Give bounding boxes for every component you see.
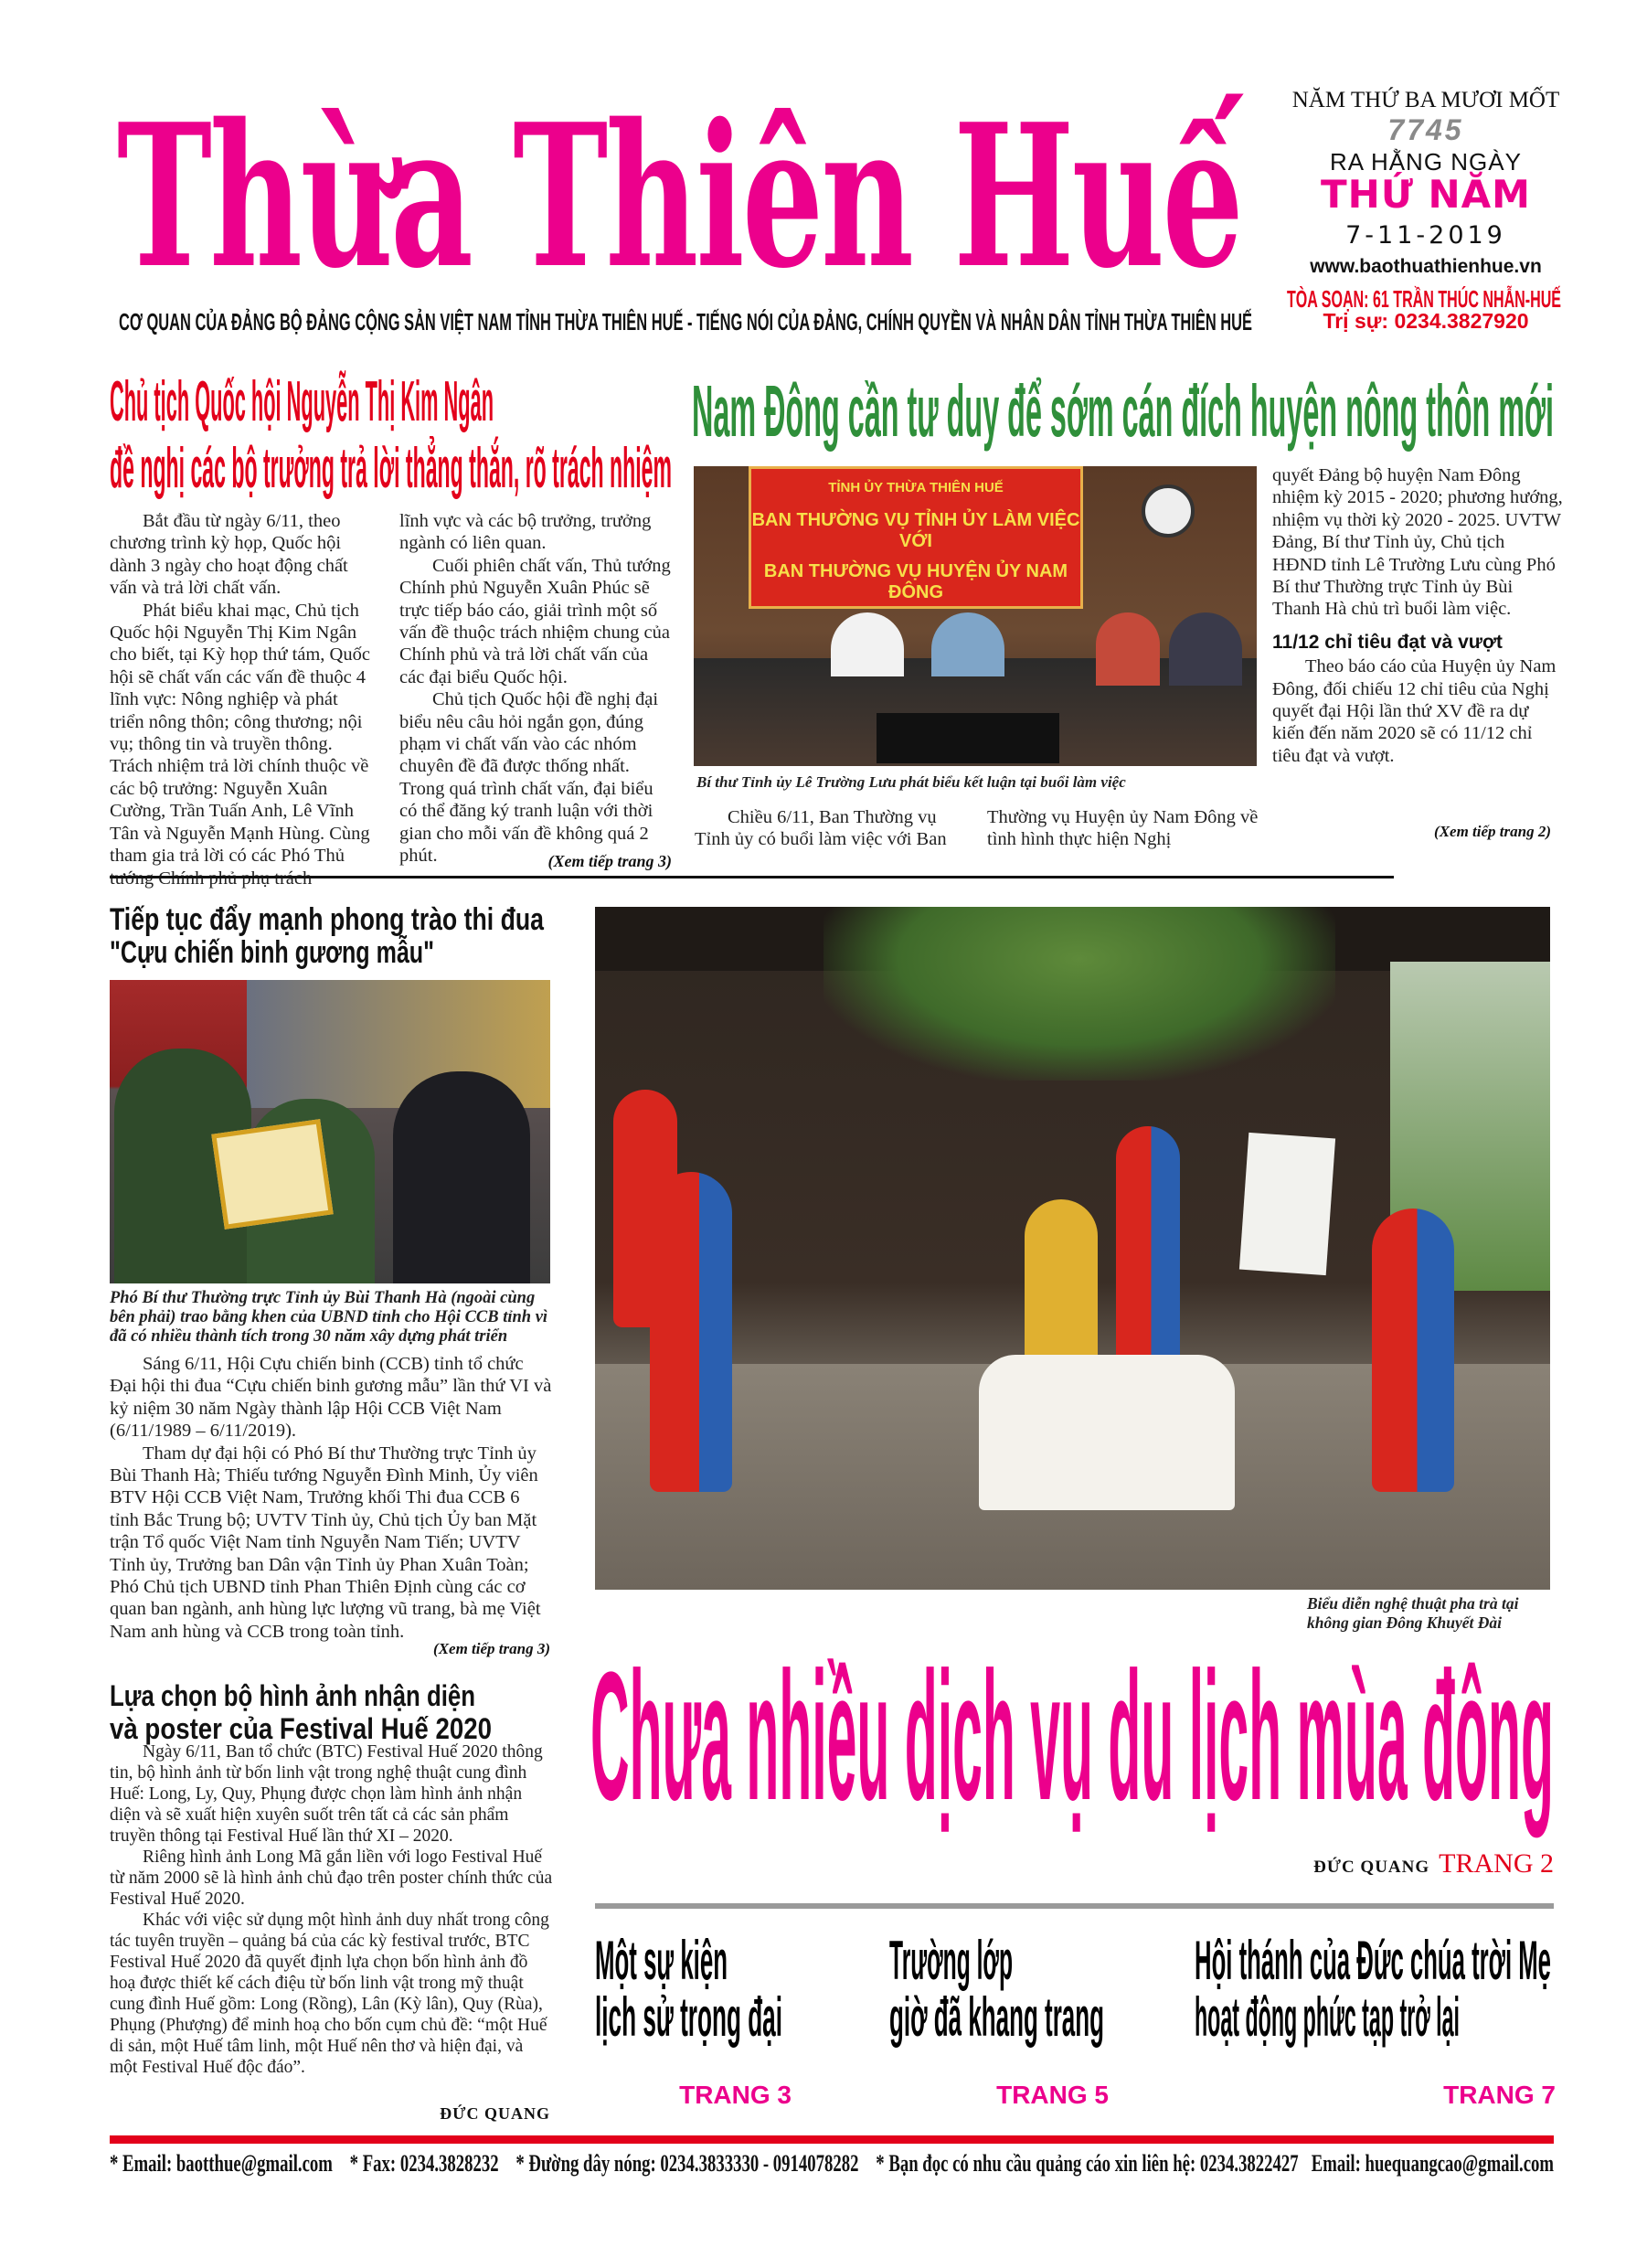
caption-line: Biểu diễn nghệ thuật pha trà tại [1307,1594,1519,1613]
performer [1025,1199,1098,1364]
teaser-1[interactable] [595,1929,792,2110]
headline-festival-1-box [110,1680,475,1711]
continued-note: (Xem tiếp trang 2) [1434,823,1551,840]
paragraph: Ngày 6/11, Ban tổ chức (BTC) Festival Huế 2020 thông tin, bộ hình ảnh từ bốn linh vật trong nghệ thuật cung đình Huế: Long, Ly, Quy, Phụng được chọn làm hình ảnh nhận diện và sẽ xuất hiện xuyên suốt trên tất cả các sản phẩm truyền thông tại Festival Huế lần thứ XI – 2020. [110,1742,543,1846]
paragraph: Chiều 6/11, Ban Thường vụ Tỉnh ủy có buổi làm việc với Ban [695,807,947,850]
issue-date: 7-11-2019 [1345,221,1506,250]
masthead [117,80,1241,312]
namdong-column-2 [987,806,1261,851]
paragraph: Tham dự đại hội có Phó Bí thư Thường trực Tỉnh ủy Bùi Thanh Hà; Thiếu tướng Nguyễn Đình Minh, Ủy viên BTV Hội CCB Việt Nam, Trưởng khối Thi đua CCB 6 tỉnh Bắc Trung bộ; UVTV Tỉnh ủy, Chủ tịch Ủy ban Mặt trận Tổ quốc Việt Nam tỉnh Nguyễn Nam Tiến; UVTV Tỉnh ủy, Trưởng ban Dân vận Tỉnh ủy Phan Xuân Toàn; Phó Chủ tịch UBND tỉnh Phan Thiên Định cùng các cơ quan ban ngành, anh hùng lực lượng vũ trang, bà mẹ Việt Nam anh hùng và CCB trong toàn tỉnh. [110,1443,541,1642]
headline-festival-2-box [110,1713,492,1744]
assembly-column-2 [399,510,672,868]
headline-namdong-box [692,370,1554,453]
person [1096,612,1160,686]
footer [110,2150,1554,2177]
namdong-column-3 [1272,464,1563,767]
newspaper-title: Thừa Thiên Huế [117,80,1241,312]
paragraph: Bắt đầu từ ngày 6/11, theo chương trình kỳ họp, Quốc hội dành 3 ngày cho hoạt động chất vấn và trả lời chất vấn. [110,511,348,599]
banner-line: BAN THƯỜNG VỤ HUYỆN ỦY NAM ĐÔNG [763,561,1068,602]
headline-assembly-1-box [110,370,494,434]
performer [1116,1126,1180,1364]
headline-assembly-2-box [110,437,672,501]
frequency: RA HẰNG NGÀY [1330,148,1522,176]
feature-headline: Chưa nhiều dịch vụ du lịch mùa đông [590,1634,1554,1838]
person [931,612,1004,676]
footer-ads-email[interactable]: Email: huequangcao@gmail.com [1311,2150,1554,2177]
paragraph: Sáng 6/11, Hội Cựu chiến binh (CCB) tỉnh tổ chức Đại hội thi đua “Cựu chiến binh gương mẫu” lần thứ VI và kỷ niệm 30 năm Ngày thành lập Hội CCB Việt Nam (6/11/1989 – 6/11/2019). [110,1354,552,1442]
paragraph: Thường vụ Huyện ủy Nam Đông về tình hình thực hiện Nghị [987,807,1259,850]
person [393,1071,530,1283]
performer [650,1172,732,1492]
headline-namdong: Nam Đông cần tư duy để sớm cán đích huyện nông thôn mới [692,370,1554,452]
footer-hotline: * Đường dây nóng: 0234.3833330 - 0914078282 [515,2150,859,2177]
headline-ccb-line1: Tiếp tục đẩy mạnh phong trào thi đua [110,902,544,937]
issue-number: 7745 [1387,113,1464,146]
headline-festival-line1: Lựa chọn bộ hình ảnh nhận diện [110,1679,475,1712]
year-label: NĂM THỨ BA MƯƠI MỐT [1291,88,1560,112]
page-reference[interactable]: TRANG 2 [1439,1848,1554,1879]
teaser-title: giờ đã khang trang [889,1986,1104,2048]
teaser-page: TRANG 3 [679,2081,792,2109]
teaser-title: Trường lớp [889,1930,1013,1991]
admin-phone: Trị sự: 0234.3827920 [1323,309,1529,333]
teaser-title: Hội thánh của Đức chúa trời Mẹ [1195,1930,1551,1991]
byline: ĐỨC QUANG [1313,1858,1430,1877]
teaser-2[interactable] [889,1929,1109,2110]
teaser-title: Một sự kiện [595,1930,728,1991]
teaser-page: TRANG 5 [996,2081,1109,2109]
continued-note: (Xem tiếp trang 3) [433,1640,550,1657]
paragraph: Chủ tịch Quốc hội đề nghị đại biểu nêu câu hỏi ngắn gọn, đúng phạm vi chất vấn vào các nhóm chuyên đề đã được thống nhất. Trong quá trình chất vấn, đại biểu có thể đăng ký tranh luận với thời gian cho mỗi vấn đề không quá 2 phút. [399,689,659,867]
headline-ccb-2-box [110,936,434,969]
tagline: CƠ QUAN CỦA ĐẢNG BỘ ĐẢNG CỘNG SẢN VIỆT NAM TỈNH THỪA THIÊN HUẾ - TIẾNG NÓI CỦA ĐẢNG, CHÍNH QUYỀN VÀ NHÂN DÂN TỈNH THỪA THIÊN HUẾ [119,308,1252,335]
office-address: TÒA SOẠN: 61 TRẦN THÚC NHẪN-HUẾ [1287,285,1561,313]
teaser-3[interactable] [1195,1929,1556,2110]
assembly-column-1 [110,510,377,889]
footer-fax: * Fax: 0234.3828232 [349,2150,499,2177]
paragraph: Cuối phiên chất vấn, Thủ tướng Chính phủ Nguyễn Xuân Phúc sẽ trực tiếp báo cáo, giải trình một số vấn đề thuộc trách nhiệm chung của Chính phủ và trả lời chất vấn của các đại biểu Quốc hội. [399,555,671,687]
paragraph: Phát biểu khai mạc, Chủ tịch Quốc hội Nguyễn Thị Kim Ngân cho biết, tại Kỳ họp thứ tám, Quốc hội sẽ chất vấn các vấn đề thuộc 4 lĩnh vực: Nông nghiệp và phát triển nông thôn; công thương; nội vụ; thông tin và truyền thông. Trách nhiệm trả lời chính thuộc về các bộ trưởng: Nguyễn Xuân Cường, Trần Tuấn Anh, Lê Vĩnh Tân và Nguyễn Mạnh Hùng. Cùng tham gia trả lời có các Phó Thủ [110,600,370,867]
festival-body [110,1741,553,2078]
teaser-page: TRANG 7 [1443,2081,1556,2109]
paragraph: Riêng hình ảnh Long Mã gắn liền với logo Festival Huế từ năm 2000 sẽ là hình ảnh chủ đạo trên poster chính thức của Festival Huế 2020. [110,1847,553,1909]
paragraph: Khác với việc sử dụng một hình ảnh duy nhất trong công tác tuyên truyền – quảng bá của các kỳ festival trước, BTC Festival Huế 2020 đã quyết định lựa chọn bốn hình ảnh đồ hoạ được thiết kế cách điệu từ bốn linh vật trong mỹ thuật cung đình Huế gồm: Long (Rồng), Lân (Kỳ lân), Quy (Rùa), Phụng (Phượng) để minh hoạ cho bốn cụm chủ đề: “một Huế di sản, một Huế tâm linh, một Huế nên thơ và hiện đại, và một Festival Huế độc đáo”. [110,1911,549,2077]
easel-board [1239,1133,1335,1275]
footer-ads: * Bạn đọc có nhu cầu quảng cáo xin liên hệ: 0234.3822427 [876,2150,1299,2177]
headline-ccb-1-box [110,903,544,936]
certificate [211,1119,333,1230]
feature-byline [1188,1848,1554,1879]
ccb-body [110,1353,553,1643]
paragraph: lĩnh vực và các bộ trưởng, trưởng ngành có liên quan. [399,511,652,554]
headline-assembly-line2: đề nghị các bộ trưởng trả lời thẳng thắn, rõ trách nhiệm [110,437,672,500]
caption-line: không gian Đông Khuyết Đài [1307,1613,1502,1632]
photo-caption-feature [1307,1594,1554,1633]
headline-assembly-line1: Chủ tịch Quốc hội Nguyễn Thị Kim Ngân [110,370,494,433]
clock-icon [1142,484,1195,538]
footer-email[interactable]: * Email: baotthue@gmail.com [110,2150,333,2177]
footer-line [110,2150,1554,2177]
continued-note: (Xem tiếp trang 3) [547,852,672,870]
tea-table [979,1355,1235,1510]
teaser-title: lịch sử trọng đại [595,1986,782,2048]
teaser-title: hoạt động phức tạp trở lại [1195,1986,1460,2048]
office-box [1287,285,1561,311]
headline-ccb-line2: "Cựu chiến binh gương mẫu" [110,935,434,970]
banner-line: TỈNH ỦY THỪA THIÊN HUẾ [828,480,1004,495]
website-link[interactable]: www.baothuathienhue.vn [1310,256,1542,277]
footer-rule [110,2135,1554,2144]
headline-festival-line2: và poster của Festival Huế 2020 [110,1712,492,1745]
photo-tea-ceremony [595,907,1550,1590]
subheading: 11/12 chỉ tiêu đạt và vượt [1272,631,1503,653]
paragraph: Theo báo cáo của Huyện ủy Nam Đông, đối chiếu 12 chỉ tiêu của Nghị quyết đại Hội lần thứ XV đề ra dự kiến đến năm 2020 sẽ có 11/12 chỉ tiêu đạt và vượt. [1272,656,1557,766]
person [831,612,904,676]
person [1169,612,1242,686]
photo-veterans [110,980,550,1283]
tree-foliage [824,907,1335,1081]
photo-caption-meeting: Bí thư Tỉnh ủy Lê Trường Lưu phát biểu kết luận tại buổi làm việc [696,773,1126,791]
paragraph: quyết Đảng bộ huyện Nam Đông nhiệm kỳ 2015 - 2020; phương hướng, nhiệm vụ thời kỳ 2020 - 2025. UVTW Đảng, Bí thư Tỉnh ủy, Chủ tịch HĐND tỉnh Lê Trường Lưu cùng Phó Bí thư Thường trực Tỉnh ủy Bùi Thanh Hà chủ trì buổi làm việc. [1272,465,1563,620]
photo-caption-veterans: Phó Bí thư Thường trực Tỉnh ủy Bùi Thanh Hà (ngoài cùng bên phải) trao bằng khen của UBND tỉnh cho Hội CCB tỉnh vì đã có nhiều thành tích trong 30 năm xây dựng phát triển [110,1289,548,1346]
photo-banner [749,466,1083,609]
divider [595,1903,1554,1909]
divider [110,876,1394,878]
tagline-box [119,309,1252,336]
performer [1372,1209,1454,1492]
byline: ĐỨC QUANG [440,2104,550,2123]
namdong-column-1 [695,806,969,851]
banner-line: BAN THƯỜNG VỤ TỈNH ỦY LÀM VIỆC VỚI [751,510,1080,551]
photo-meeting [694,466,1257,766]
weekday: THỨ NĂM [1321,172,1531,217]
feature-headline-box [590,1636,1554,1837]
monitor [877,713,1059,763]
